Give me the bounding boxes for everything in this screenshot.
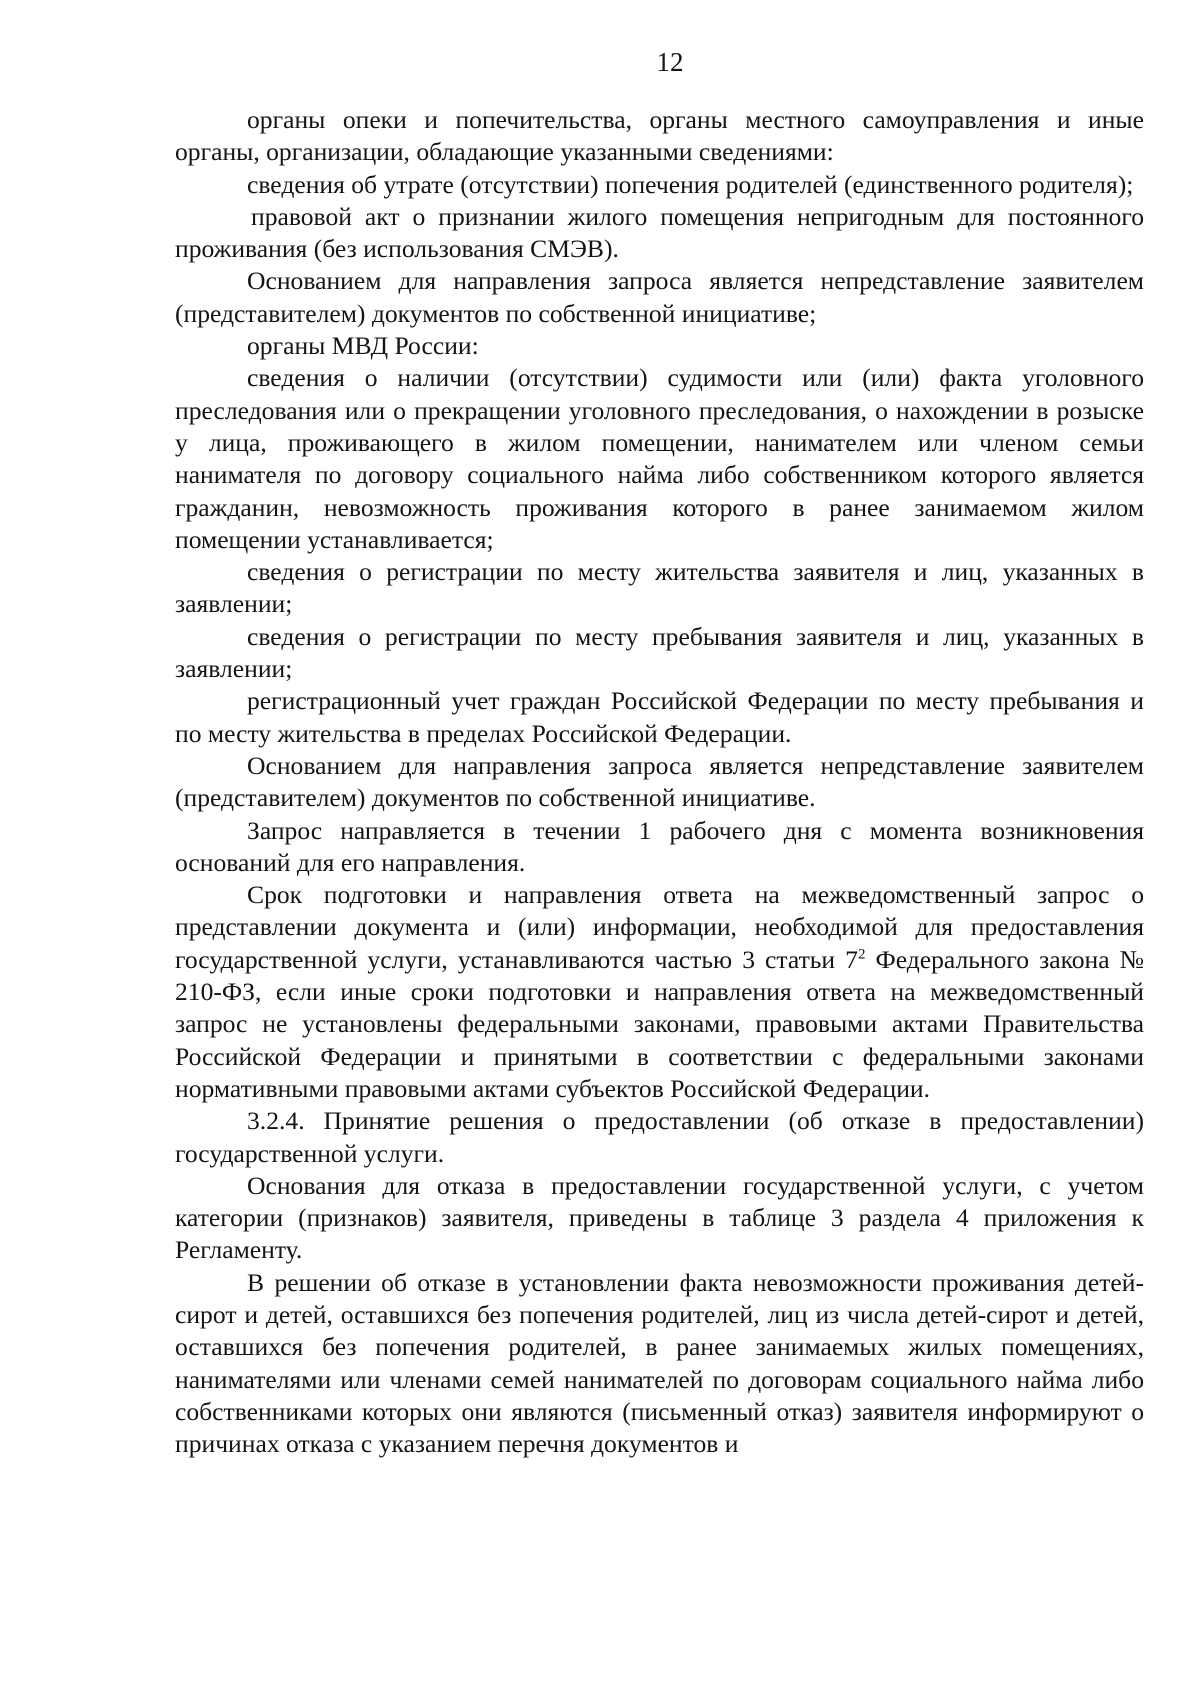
paragraph-stay-registration: сведения о регистрации по месту пребывания заявителя и лиц, указанных в заявлении;	[175, 621, 1144, 684]
paragraph-residence-registration: сведения о регистрации по месту жительства заявителя и лиц, указанных в заявлении;	[175, 557, 1144, 619]
page-number: 12	[656, 47, 684, 77]
paragraph-request-timing: Запрос направляется в течении 1 рабочего дня с момента возникновения оснований для его направления.	[175, 815, 1144, 877]
paragraph-guardianship-bodies: органы опеки и попечительства, органы местного самоуправления и иные органы, организации, обладающие указанными сведениями:	[175, 105, 1144, 167]
paragraph-refusal-decision: В решении об отказе в установлении факта невозможности проживания детей-сирот и детей, оставшихся без попечения родителей, лиц из числа детей-сирот и детей, оставшихся без попечения родителей, в ранее занимаемых жилых помещениях, нанимателями или членами семей нанимателей по договорам социального найма либо собственниками которых они являются (письменный отказ) заявителя информируют о причинах отказа с указанием перечня документов и	[175, 1267, 1144, 1459]
paragraph-refusal-grounds: Основания для отказа в предоставлении государственной услуги, с учетом категории (признаков) заявителя, приведены в таблице 3 раздела 4 приложения к Регламенту.	[175, 1170, 1144, 1265]
paragraph-mvd-bodies: органы МВД России:	[247, 331, 479, 361]
paragraph-criminal-record: сведения о наличии (отсутствии) судимости или (или) факта уголовного преследования или о прекращении уголовного преследования, о нахождении в розыске у лица, проживающего в жилом помещении, нанимателем или членом семьи нанимателя по договору социального найма либо собственником которого является гражданин, невозможность проживания которого в ранее занимаемом жилом помещении устанавливается;	[175, 363, 1144, 554]
deadline-text-before: Срок подготовки и направления ответа на межведомственный запрос о представлении документа и (или) информации, необходимой для предоставления государственной услуги, устанавливаются частью 3 статьи 7	[175, 880, 1144, 974]
paragraph-registration-record: регистрационный учет граждан Российской Федерации по месту пребывания и по месту жительства в пределах Российской Федерации.	[175, 686, 1144, 748]
paragraph-request-basis: Основанием для направления запроса является непредставление заявителем (представителем) документов по собственной инициативе;	[175, 266, 1144, 328]
document-body	[175, 104, 1144, 1460]
paragraph-loss-of-care: сведения об утрате (отсутствии) попечения родителей (единственного родителя);	[247, 169, 1134, 199]
paragraph-request-basis-repeat: Основанием для направления запроса является непредставление заявителем (представителем) документов по собственной инициативе.	[175, 750, 1144, 813]
article-superscript: 2	[857, 946, 866, 963]
paragraph-unfit-housing-act: правовой акт о признании жилого помещения непригодным для постоянного проживания (без использования СМЭВ).	[175, 201, 1144, 264]
deadline-text-after: Федерального закона № 210-ФЗ, если иные сроки подготовки и направления ответа на межведомственный запрос не установлены федеральными законами, правовыми актами Правительства Российской Федерации и принятыми в соответствии с федеральными законами нормативными правовыми актами субъектов Российской Федерации.	[175, 944, 1144, 1103]
paragraph-response-deadline	[175, 879, 1144, 1105]
paragraph-section-3-2-4: 3.2.4. Принятие решения о предоставлении (об отказе в предоставлении) государственной услуги.	[175, 1106, 1144, 1168]
